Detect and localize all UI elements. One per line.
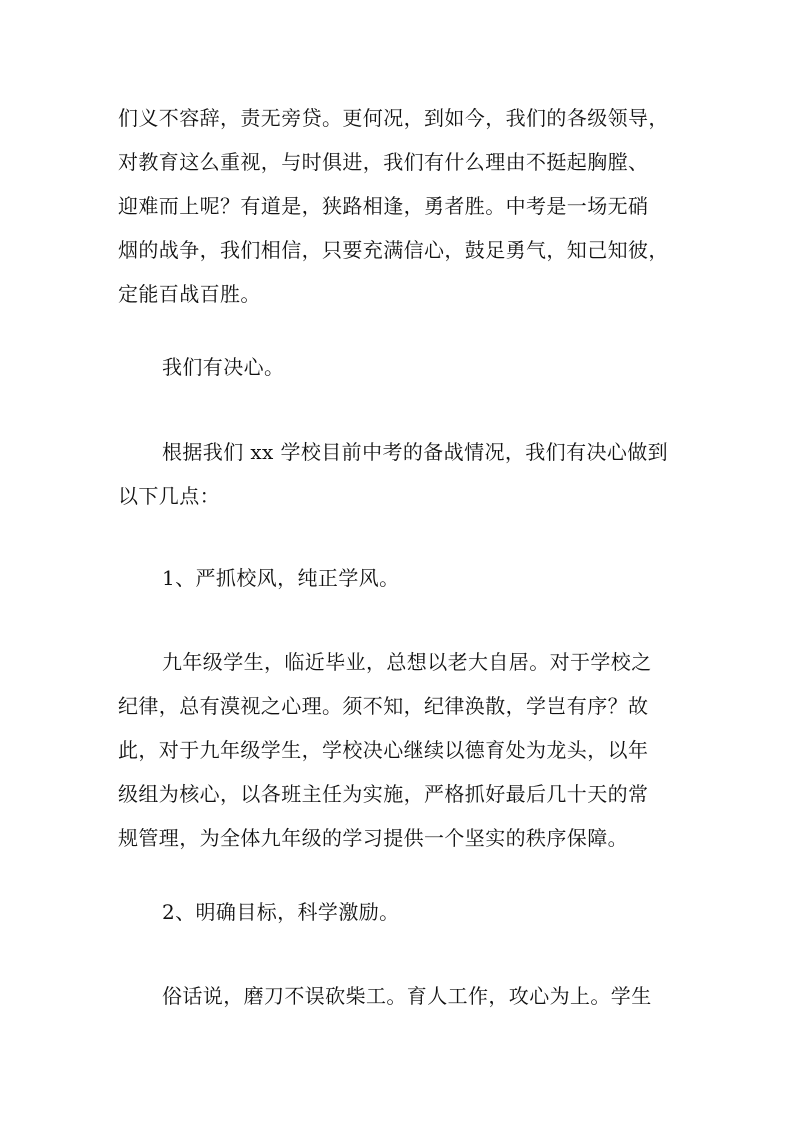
heading-1: 1、严抓校风，纯正学风。 — [162, 566, 400, 590]
paragraph-1-line-2: 对教育这么重视，与时俱进，我们有什么理由不挺起胸膛、 — [118, 150, 649, 174]
paragraph-1-line-3: 迎难而上呢？有道是，狭路相逢，勇者胜。中考是一场无硝 — [118, 194, 649, 218]
paragraph-5-line-2: 纪律，总有漠视之心理。须不知，纪律涣散，学岂有序？故 — [118, 694, 649, 718]
paragraph-2-line-1: 我们有决心。 — [162, 355, 285, 379]
paragraph-1-line-4: 烟的战争，我们相信，只要充满信心，鼓足勇气，知己知彼， — [118, 238, 669, 262]
paragraph-1-line-5: 定能百战百胜。 — [118, 282, 261, 306]
paragraph-5-line-5: 规管理，为全体九年级的学习提供一个坚实的秩序保障。 — [118, 826, 628, 850]
paragraph-5-line-3: 此，对于九年级学生，学校决心继续以德育处为龙头，以年 — [118, 738, 649, 762]
paragraph-5-line-4: 级组为核心，以各班主任为实施，严格抓好最后几十天的常 — [118, 782, 649, 806]
paragraph-3-line-2: 以下几点： — [118, 484, 220, 508]
paragraph-3-line-1: 根据我们 xx 学校目前中考的备战情况，我们有决心做到 — [162, 440, 669, 464]
paragraph-1-line-1: 们义不容辞，责无旁贷。更何况，到如今，我们的各级领导， — [118, 106, 669, 130]
heading-2: 2、明确目标，科学激励。 — [162, 900, 400, 924]
paragraph-7-line-1: 俗话说，磨刀不误砍柴工。育人工作，攻心为上。学生 — [162, 984, 652, 1008]
paragraph-5-line-1: 九年级学生，临近毕业，总想以老大自居。对于学校之 — [162, 650, 652, 674]
